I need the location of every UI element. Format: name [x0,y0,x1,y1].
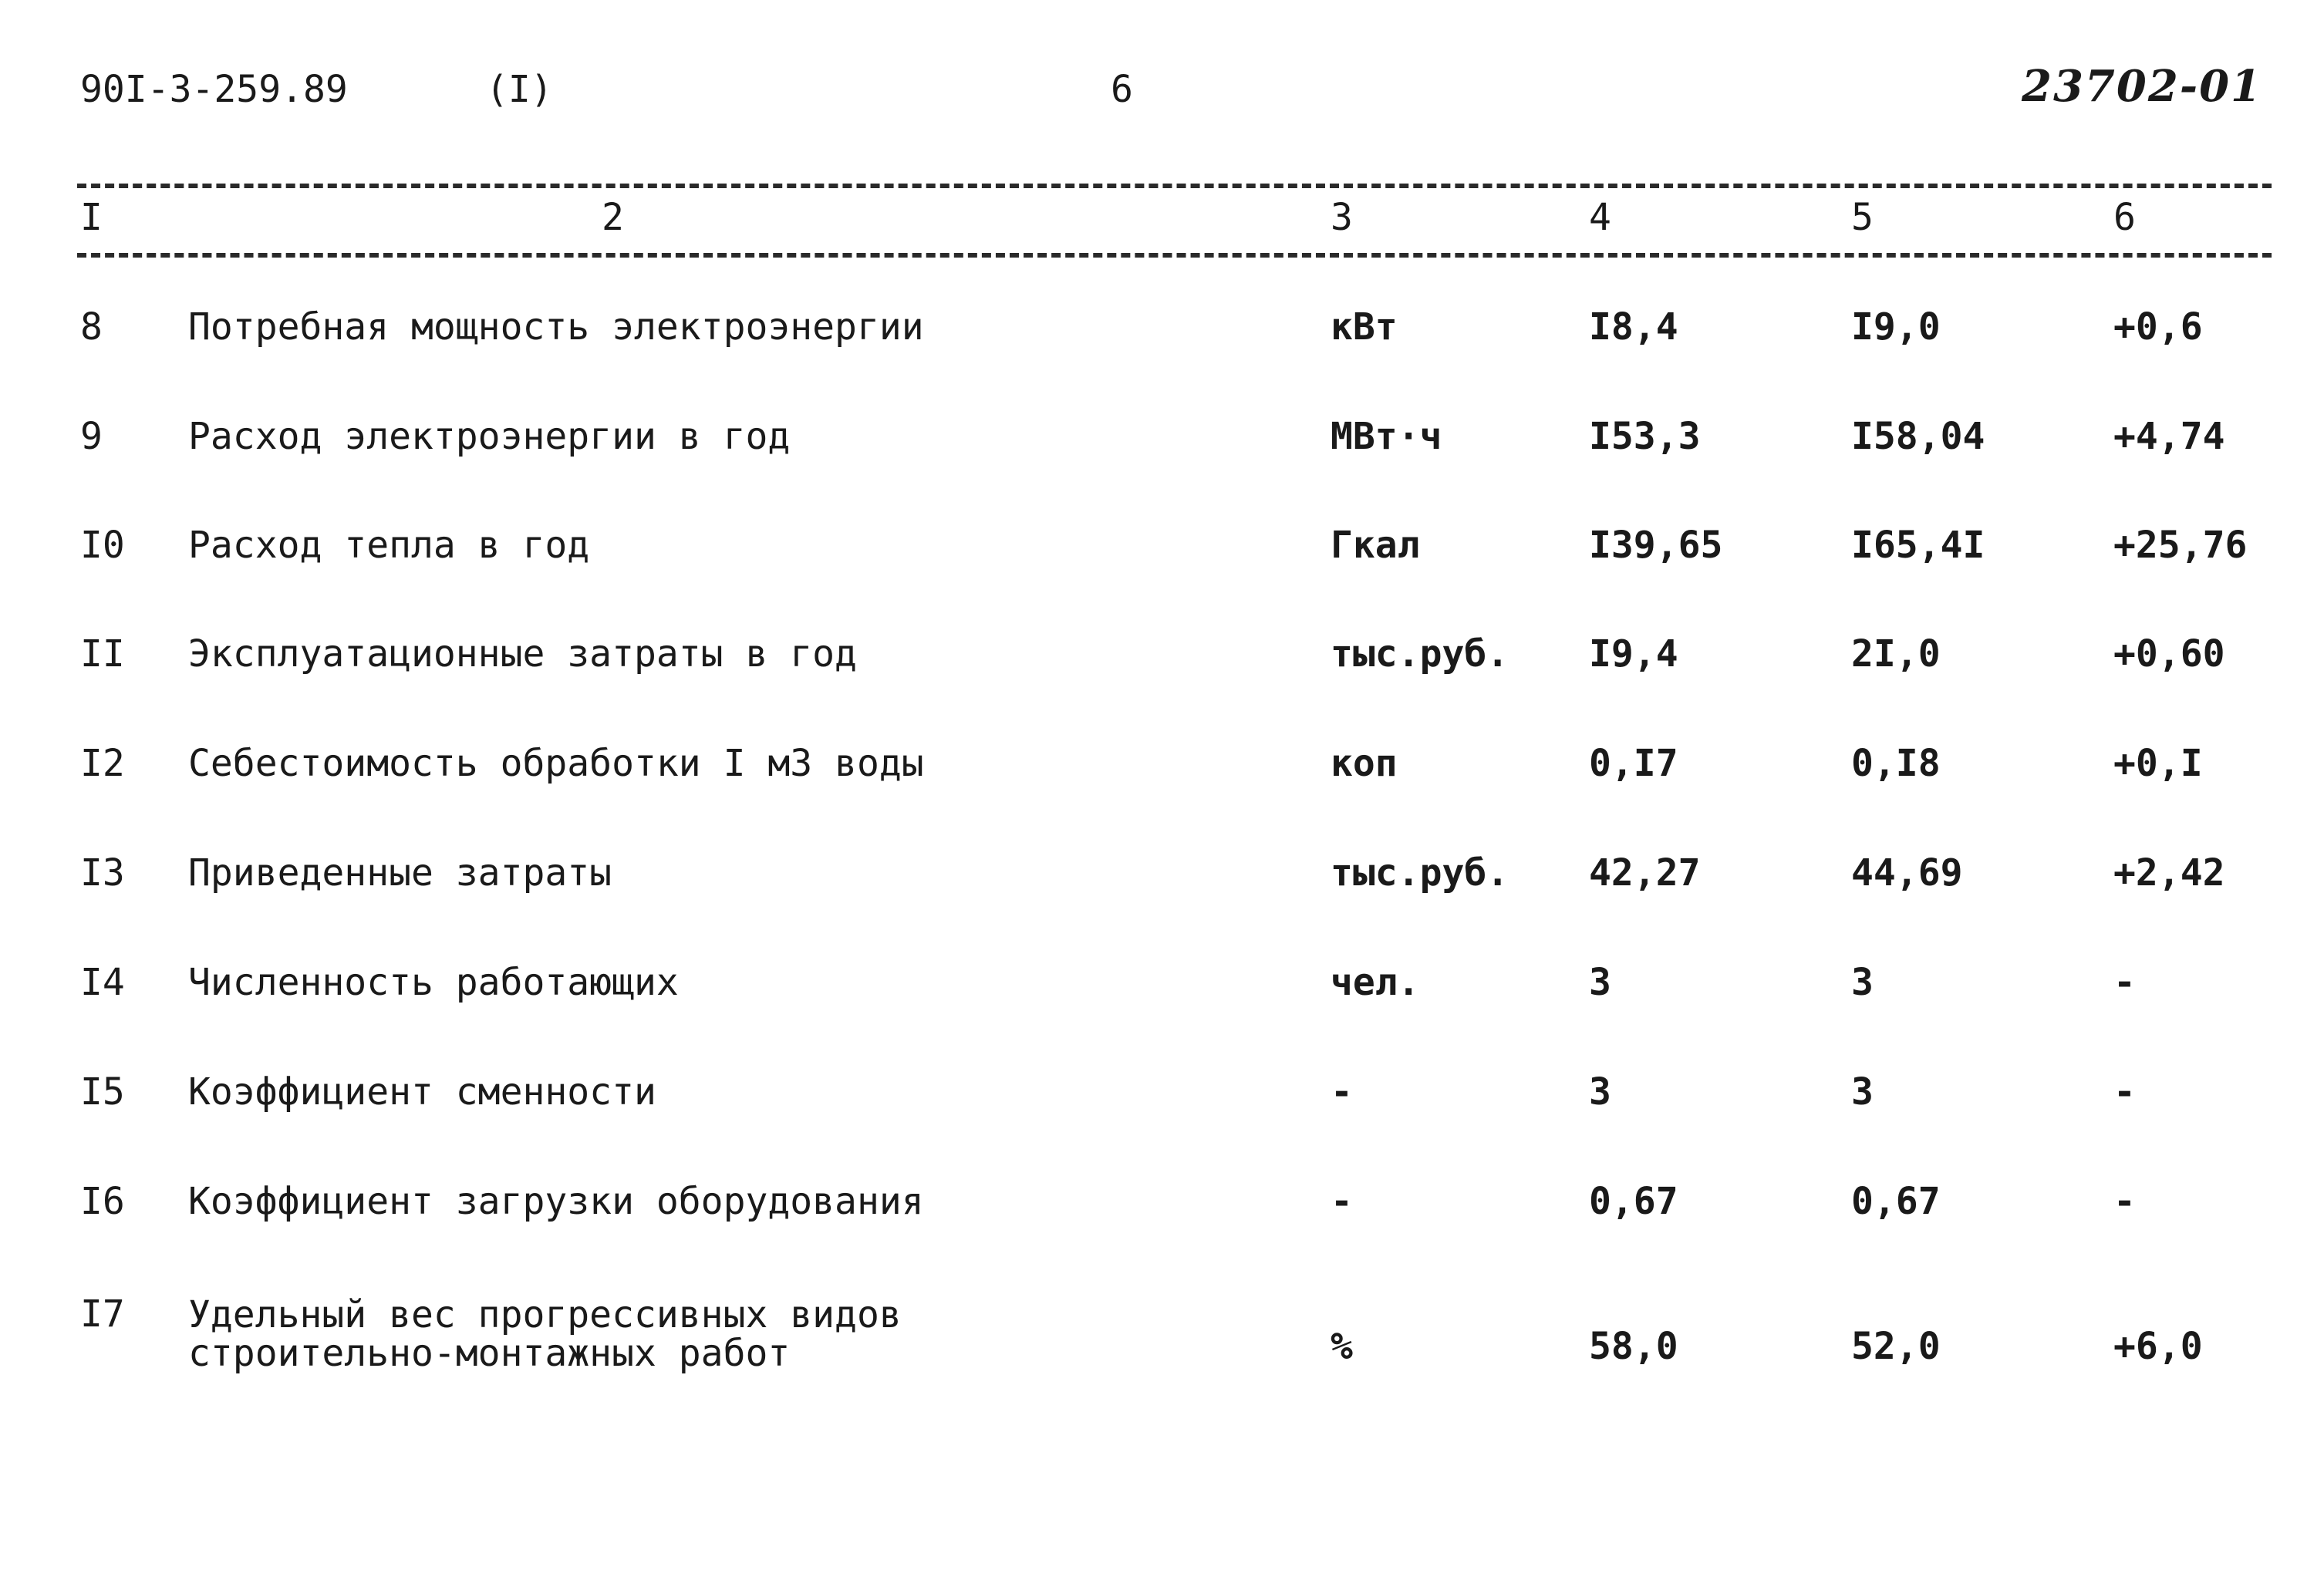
row-unit: - [1331,1180,1353,1223]
page-number: 6 [1111,68,1133,111]
row-value-5: 3 [1851,961,1874,1004]
row-name: Коэффициент загрузки оборудования [188,1180,924,1223]
row-name: Расход тепла в год [188,524,590,567]
document-part: (I) [486,68,553,111]
row-value-4: 0,I7 [1589,742,1678,785]
row-value-5: 3 [1851,1070,1874,1114]
row-number: I7 [80,1292,125,1336]
row-value-5: 52,0 [1851,1325,1941,1368]
row-value-6: - [2113,1070,2136,1114]
column-number-5: 5 [1851,196,1874,239]
column-number-6: 6 [2113,196,2136,239]
row-number: I2 [80,742,125,785]
row-value-6: +4,74 [2113,415,2225,458]
row-name: Себестоимость обработки I м3 воды [188,742,924,785]
row-value-4: 3 [1589,961,1611,1004]
row-value-5: 44,69 [1851,851,1963,895]
row-value-6: +0,I [2113,742,2203,785]
row-value-5: 0,I8 [1851,742,1941,785]
row-value-5: I65,4I [1851,524,1985,567]
row-value-6: +0,60 [2113,632,2225,676]
row-number: I6 [80,1180,125,1223]
column-number-4: 4 [1589,196,1611,239]
row-value-5: I9,0 [1851,305,1941,349]
row-name: Удельный вес прогрессивных видов строительно-монтажных работ [188,1293,902,1375]
row-number: I0 [80,524,125,567]
row-unit: - [1331,1070,1353,1114]
row-value-6: +6,0 [2113,1325,2203,1368]
row-value-6: +25,76 [2113,524,2248,567]
row-value-5: 0,67 [1851,1180,1941,1223]
row-number: 8 [80,305,103,349]
row-value-4: I9,4 [1589,632,1678,676]
row-name: Численность работающих [188,961,679,1004]
row-value-5: 2I,0 [1851,632,1941,676]
row-number: I5 [80,1070,125,1114]
row-number: I4 [80,961,125,1004]
row-number: II [80,632,125,676]
table-header-rule [77,253,2272,258]
row-number: 9 [80,415,103,458]
row-value-6: +0,6 [2113,305,2203,349]
row-value-4: I8,4 [1589,305,1678,349]
row-value-6: +2,42 [2113,851,2225,895]
column-number-2: 2 [602,196,624,239]
row-name: Эксплуатационные затраты в год [188,632,857,676]
row-unit: коп [1331,742,1398,785]
row-name: Приведенные затраты [188,851,612,895]
row-unit: кВт [1331,305,1398,349]
row-unit: тыс.руб. [1331,851,1509,895]
row-unit: % [1331,1325,1353,1368]
row-name: Расход электроэнергии в год [188,415,791,458]
row-name: Коэффициент сменности [188,1070,656,1114]
row-value-5: I58,04 [1851,415,1985,458]
row-unit: Гкал [1331,524,1420,567]
row-value-4: I53,3 [1589,415,1701,458]
row-value-4: 3 [1589,1070,1611,1114]
row-unit: тыс.руб. [1331,632,1509,676]
row-value-6: - [2113,961,2136,1004]
row-number: I3 [80,851,125,895]
row-unit: МВт·ч [1331,415,1442,458]
row-unit: чел. [1331,961,1420,1004]
row-value-4: 0,67 [1589,1180,1678,1223]
row-value-6: - [2113,1180,2136,1223]
table-top-rule [77,184,2272,188]
row-value-4: 58,0 [1589,1325,1678,1368]
column-number-3: 3 [1331,196,1353,239]
column-number-1: I [80,196,103,239]
row-name: Потребная мощность электроэнергии [188,305,924,349]
handwritten-stamp: 23702-01 [2022,61,2262,112]
document-code: 90I-3-259.89 [80,68,348,111]
row-value-4: 42,27 [1589,851,1701,895]
row-value-4: I39,65 [1589,524,1723,567]
